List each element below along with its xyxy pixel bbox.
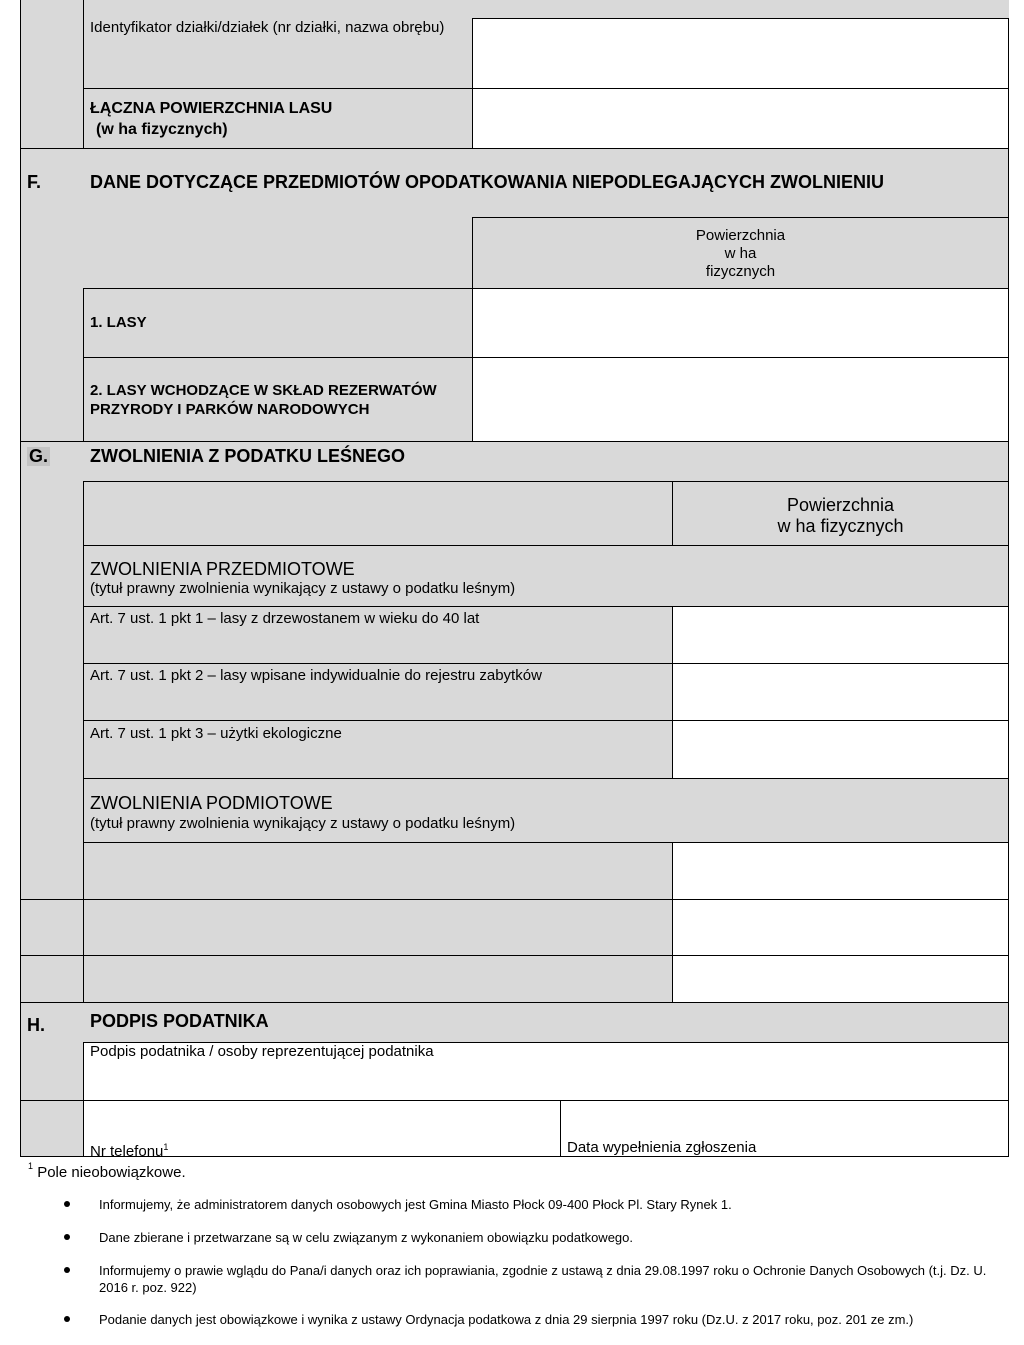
section-f-title: DANE DOTYCZĄCE PRZEDMIOTÓW OPODATKOWANIA NIEPODLEGAJĄCYCH ZWOLNIENIU <box>90 172 884 192</box>
total-area-label-line1: ŁĄCZNA POWIERZCHNIA LASU <box>90 100 333 117</box>
g-personal-title: ZWOLNIENIA PODMIOTOWE <box>90 793 333 813</box>
g-subject-title: ZWOLNIENIA PRZEDMIOTOWE <box>90 559 355 579</box>
g-art3-field[interactable] <box>672 721 1009 778</box>
total-forest-area-field[interactable] <box>472 89 1009 148</box>
g-personal-note: (tytuł prawny zwolnienia wynikający z ustawy o podatku leśnym) <box>90 815 516 832</box>
note-item: Podanie danych jest obowiązkowe i wynika z ustawy Ordynacja podatkowa z dnia 29 sierpnia 1997 roku (Dz.U. z 2017 roku, poz. 201 ze zm.) <box>99 1312 914 1327</box>
section-f-letter: F. <box>27 172 42 192</box>
section-g-title: ZWOLNIENIA Z PODATKU LEŚNEGO <box>90 446 405 466</box>
date-label: Data wypełnienia zgłoszenia <box>567 1139 757 1156</box>
total-area-label-line2: (w ha fizycznych) <box>96 121 228 138</box>
g-art-row-1: Art. 7 ust. 1 pkt 1 – lasy z drzewostanem w wieku do 40 lat <box>90 610 480 627</box>
g-personal-area-field-2[interactable] <box>672 899 1009 955</box>
note-item: Dane zbierane i przetwarzane są w celu związanym z wykonaniem obowiązku podatkowego. <box>99 1230 633 1245</box>
phone-footnote-mark: 1 <box>163 1142 169 1152</box>
bullet-icon <box>64 1316 70 1322</box>
f-col-header-line1: Powierzchnia <box>695 227 786 244</box>
note-item: Informujemy, że administratorem danych osobowych jest Gmina Miasto Płock 09-400 Płock Pl. Stary Rynek 1. <box>99 1197 732 1212</box>
f-row-lasy: 1. LASY <box>90 314 147 331</box>
bullet-icon <box>64 1267 70 1273</box>
g-col-header-line1: Powierzchnia <box>786 495 895 515</box>
g-personal-area-field-3[interactable] <box>672 955 1009 1002</box>
footnote <box>28 1159 186 1182</box>
note-item: Informujemy o prawie wglądu do Pana/i danych oraz ich poprawiania, zgodnie z ustawą z dnia 29.08.1997 roku o Ochronie Danych Osobowych (t.j. Dz. U. 2016 r. poz. 922) <box>99 1263 987 1295</box>
parcel-id-label: Identyfikator działki/działek (nr działki, nazwa obrębu) <box>90 19 445 36</box>
signature-label: Podpis podatnika / osoby reprezentującej podatnika <box>90 1043 434 1060</box>
phone-label: Nr telefonu$^1$ <box>90 1142 169 1160</box>
g-art-row-3: Art. 7 ust. 1 pkt 3 – użytki ekologiczne <box>90 725 342 742</box>
g-art1-field[interactable] <box>672 606 1009 664</box>
footnote-mark: 1 <box>28 1161 34 1171</box>
f-row-reserves-line1: 2. LASY WCHODZĄCE W SKŁAD REZERWATÓW <box>90 382 437 399</box>
footnote-text: Pole nieobowiązkowe. <box>37 1164 186 1181</box>
f-lasy-area-field[interactable] <box>472 288 1009 358</box>
f-col-header-line3: fizycznych <box>705 263 776 280</box>
section-h-title: PODPIS PODATNIKA <box>90 1011 269 1031</box>
f-reserve-area-field[interactable] <box>472 358 1009 441</box>
f-col-header-line2: w ha <box>724 245 757 262</box>
g-col-header-line2: w ha fizycznych <box>777 516 904 536</box>
g-personal-area-field-1[interactable] <box>672 842 1009 899</box>
g-art2-field[interactable] <box>672 664 1009 721</box>
bullet-icon <box>64 1234 70 1240</box>
parcel-id-field[interactable] <box>472 18 1009 89</box>
section-g-letter: G. <box>29 446 49 466</box>
g-subject-note: (tytuł prawny zwolnienia wynikający z ustawy o podatku leśnym) <box>90 580 516 597</box>
section-h-letter: H. <box>27 1015 45 1035</box>
bullet-icon <box>64 1201 70 1207</box>
g-art-row-2: Art. 7 ust. 1 pkt 2 – lasy wpisane indywidualnie do rejestru zabytków <box>90 667 542 684</box>
f-row-reserves-line2: PRZYRODY I PARKÓW NARODOWYCH <box>90 401 370 418</box>
